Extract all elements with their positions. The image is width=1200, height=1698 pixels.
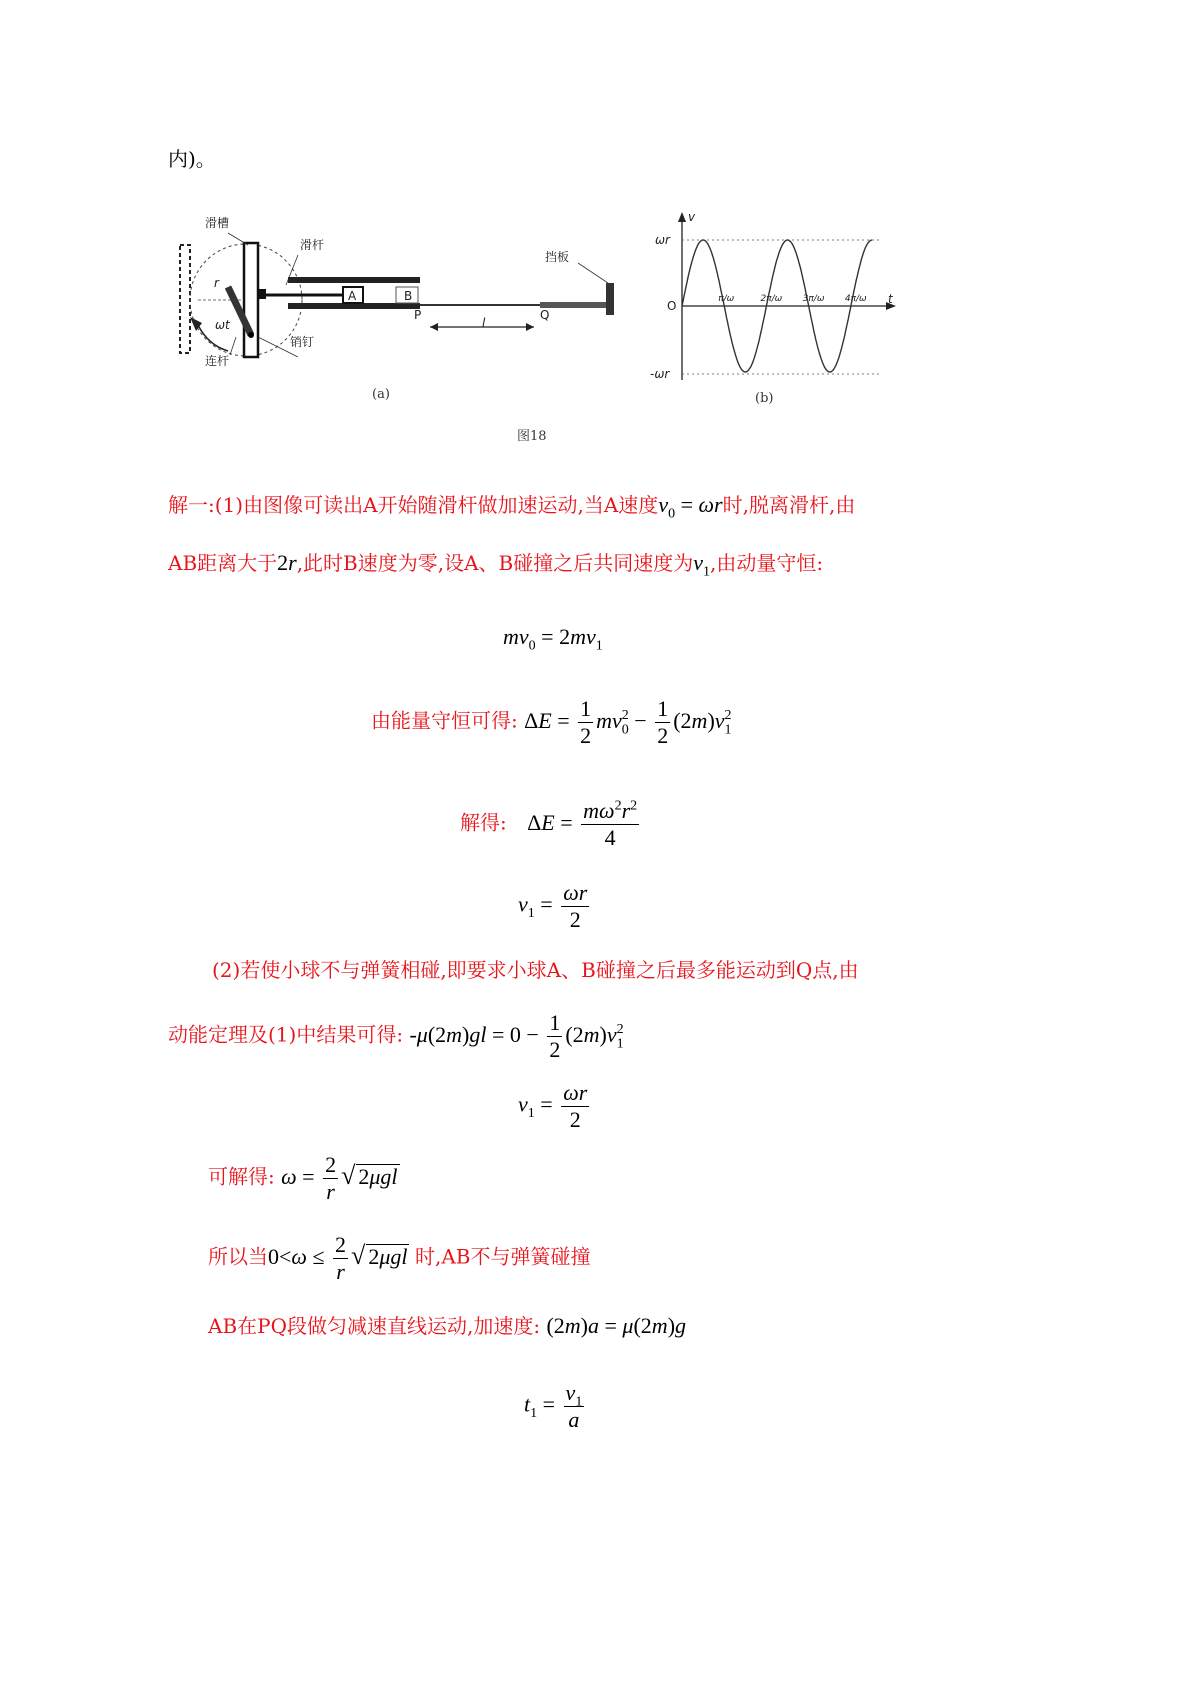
p1-line2b-text: ,此时B速度为零,设A、B碰撞之后共同速度为	[296, 551, 694, 575]
equation-v1-b: $v_1$ = $\frac{\omega r}{2}$	[518, 1080, 588, 1132]
tube-top	[288, 277, 420, 283]
label-q: Q	[540, 308, 550, 322]
equation-t1: $t_1$ = $\frac{v_1}{a}$	[524, 1380, 583, 1432]
formula-v1-inline: $v_1$	[693, 550, 711, 580]
label-slot: 滑槽	[205, 216, 230, 230]
y-axis-arrow	[678, 212, 686, 222]
figure-caption: 图18	[517, 429, 547, 444]
chart-axis-t: t	[888, 292, 893, 306]
slot-bar	[244, 243, 258, 357]
label-pin: 销钉	[290, 335, 315, 349]
label-wt: ωt	[215, 318, 230, 332]
slider-rod-end	[258, 289, 266, 299]
equation-v1-a: $v_1$ = $\frac{\omega r}{2}$	[518, 880, 588, 932]
equation-momentum: $mv_0 = 2mv_1$	[503, 624, 603, 654]
energy-label: 由能量守恒可得:	[371, 708, 518, 733]
p1-intro-text: 解一:(1)由图像可读出A开始随滑杆做加速运动,当A速度	[168, 493, 659, 517]
pin-dot	[248, 332, 254, 338]
caption-a: (a)	[372, 387, 390, 402]
figure-b-chart	[650, 210, 900, 400]
pq-row	[208, 1314, 686, 1338]
p2-line2-text: 动能定理及(1)中结果可得:	[168, 1022, 404, 1047]
solve-label-2: 可解得:	[208, 1164, 275, 1189]
cond-suffix: 时,AB不与弹簧碰撞	[414, 1244, 591, 1269]
chart-tick-label: π/ω	[718, 294, 735, 304]
equation-delta-e: ΔE = $\frac{m\omega^2r^2}{4}$	[527, 798, 638, 850]
label-rod: 滑杆	[300, 238, 325, 252]
solution-p2-line1: (2)若使小球不与弹簧相碰,即要求小球A、B碰撞之后最多能运动到Q点,由	[212, 958, 859, 982]
length-arrow-right	[526, 323, 534, 331]
chart-tick-label: 3π/ω	[802, 294, 825, 304]
chart-tick-label: 4π/ω	[844, 294, 867, 304]
spring-section	[540, 302, 608, 308]
equation-condition: 0<ω ≤ $\frac{2}{r}$ √ 2μgl	[268, 1232, 408, 1284]
baffle	[606, 283, 614, 315]
chart-label-zero: O	[667, 299, 677, 313]
caption-b: (b)	[755, 391, 774, 406]
dashed-outline-rect	[180, 245, 190, 353]
chart-label-bottom: -ωr	[650, 367, 670, 381]
equation-energy: ΔE = $\frac{1}{2}$ $mv_0^2$ − $\frac{1}{2}$ $(2m)v_1^2$	[524, 696, 732, 748]
solution-p1-line1	[168, 492, 856, 522]
solution-p1-line2	[168, 550, 824, 580]
label-baffle: 挡板	[545, 250, 570, 264]
p1-line2a-text: AB距离大于	[168, 551, 278, 575]
leader-link	[230, 337, 236, 355]
solution-p2-line2	[168, 1010, 624, 1063]
figure-a-diagram	[168, 205, 628, 405]
label-p: P	[414, 308, 422, 322]
label-b: B	[404, 289, 413, 303]
p1-after-v0-text: 时,脱离滑杆,由	[722, 493, 856, 517]
pq-text: AB在PQ段做匀减速直线运动,加速度:	[208, 1314, 541, 1338]
cond-prefix: 所以当	[208, 1244, 268, 1269]
length-arrow-left	[430, 323, 438, 331]
equation-kinetic: -μ(2m)gl = 0 − $\frac{1}{2}$ $(2m)v_1^2$	[409, 1010, 624, 1062]
condition-row	[208, 1232, 590, 1285]
energy-equation-row	[371, 696, 732, 749]
chart-tick-label: 2π/ω	[760, 294, 783, 304]
leader-baffle	[578, 263, 608, 283]
solve-label: 解得:	[460, 810, 507, 835]
chart-axis-v: v	[688, 210, 696, 224]
label-r: r	[214, 276, 219, 290]
label-link: 连杆	[205, 354, 230, 368]
label-l: l	[482, 316, 486, 330]
p1-line2c-text: ,由动量守恒:	[710, 551, 824, 575]
label-a: A	[348, 289, 357, 303]
formula-2r: 2r	[277, 550, 297, 575]
chart-label-top: ωr	[655, 233, 670, 247]
solve-energy-row	[460, 798, 642, 851]
equation-acceleration: (2m)a = μ(2m)g	[546, 1313, 687, 1338]
formula-v0: $v_0 = \omega r$	[658, 492, 723, 522]
leader-slot	[228, 233, 248, 245]
equation-omega: ω = $\frac{2}{r}$ √ 2μgl	[281, 1152, 398, 1204]
top-text-fragment: 内)。	[168, 147, 216, 171]
solve-omega-row	[208, 1152, 400, 1205]
